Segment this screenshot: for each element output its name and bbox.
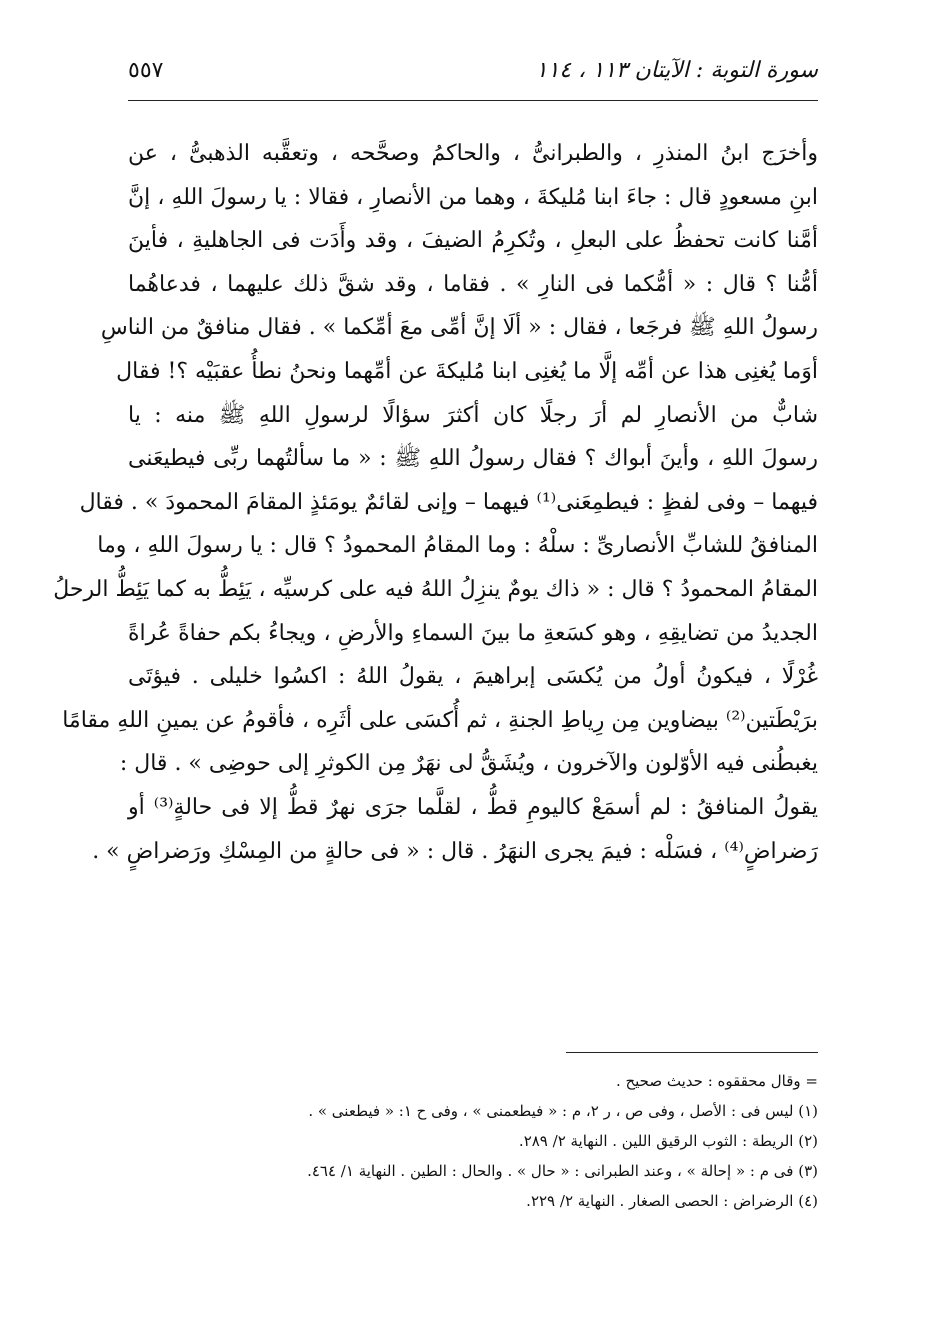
text-line: أمَّنا كانت تحفظُ على البعلِ ، وتُكرِمُ الضيفَ ، وقد وأَدَت فى الجاهليةِ ، فأينَ: [128, 228, 818, 254]
text-line: أمُّنا ؟ قال : « أمُّكما فى النارِ » . فقاما ، وقد شقَّ ذلك عليهما ، فدعاهُما: [128, 271, 818, 297]
footnote-continuation: = وقال محققوه : حديث صحيح .: [615, 1072, 818, 1090]
footnote-3: (٣) فى م : « إحالة » ، وعند الطبرانى : « حال » . والحال : الطين . النهاية ١/ ٤٦٤.: [307, 1162, 818, 1180]
text-line: ابنِ مسعودٍ قال : جاءَ ابنا مُليكةَ ، وهما من الأنصارِ ، فقالا : يا رسولَ اللهِ ، إنَّ: [128, 184, 818, 210]
text-line: يقولُ المنافقُ : لم أسمَعْ كاليومِ قطُّ ، لقلَّما جرَى نهرٌ قطُّ إلا فى حالةٍ⁽³⁾ أو: [128, 794, 818, 820]
text-line: يغبطُنى فيه الأوّلون والآخرون ، ويُشَقُّ لى نهَرٌ مِن الكوثرِ إلى حوضِى » . قال :: [119, 751, 818, 777]
text-line: المنافقُ للشابِّ الأنصارىِّ : سلْهُ : وما المقامُ المحمودُ ؟ قال : يا رسولَ اللهِ ، وما: [97, 533, 818, 559]
text-line: وأخرَج ابنُ المنذرِ ، والطبرانىُّ ، والحاكمُ وصحَّحه ، وتعقَّبه الذهبىُّ ، عن: [128, 141, 818, 166]
footnote-separator: [566, 1052, 818, 1053]
text-line: الجديدُ من تضايقِهِ ، وهو كسَعةِ ما بينَ السماءِ والأرضِ ، ويجاءُ بكم حفاةً عُراةً: [128, 620, 818, 646]
text-line: رسولُ اللهِ ﷺ فرجَعا ، فقال : « ألَا إنَّ أمِّى معَ أمِّكما » . فقال منافقٌ من الناسِ: [100, 315, 818, 341]
text-line: المقامُ المحمودُ ؟ قال : « ذاك يومٌ ينزِلُ اللهُ فيه على كرسيِّه ، يَئِطُّ به كما يَئِطُّ الرحلُ: [53, 576, 818, 602]
text-line: شابٌّ من الأنصارِ لم أرَ رجلًا كان أكثرَ سؤالًا لرسولِ اللهِ ﷺ منه : يا: [128, 402, 818, 428]
text-line: رسولَ اللهِ ، وأينَ أبواك ؟ فقال رسولُ اللهِ ﷺ : « ما سألتُهما ربِّى فيطيعَنى: [128, 446, 818, 472]
text-line: فيهما – وفى لفظٍ : فيطمِعَنى⁽¹⁾ فيهما – وإنى لقائمٌ يومَئذٍ المقامَ المحمودَ » . فقال: [79, 489, 818, 515]
footnotes: [128, 1066, 818, 1216]
page-header: [128, 58, 818, 98]
header-rule: [128, 100, 818, 101]
text-line: رَضراضٍ⁽⁴⁾ ، فسَلْه : فيمَ يجرى النهَرُ . قال : « فى حالةٍ من المِسْكِ ورَضراضٍ » .: [92, 838, 818, 864]
main-text: [53, 132, 818, 873]
footnote-2: (٢) الريطة : الثوب الرقيق اللين . النهاية ٢/ ٢٨٩.: [518, 1132, 818, 1150]
footnote-4: (٤) الرضراض : الحصى الصغار . النهاية ٢/ ٢٢٩.: [526, 1192, 818, 1210]
page-number: ٥٥٧: [128, 58, 164, 83]
running-title: سورة التوبة : الآيتان ١١٣ ، ١١٤: [535, 58, 818, 83]
footnote-1: (١) ليس فى : الأصل ، وفى ص ، ر ٢، م : « فيطعمنى » ، وفى ح ١: « فيطعنى » .: [308, 1102, 818, 1120]
text-line: غُرْلًا ، فيكونُ أولُ من يُكسَى إبراهيمَ ، يقولُ اللهُ : اكسُوا خليلى . فيؤتَى: [128, 664, 818, 690]
text-line: أوَما يُغنِى هذا عن أمِّه إلَّا ما يُغنِى ابنا مُليكةَ عن أمِّهما ونحنُ نطأُ عقبَيْه ؟! فقال: [116, 358, 818, 384]
text-line: برَيْطَتين⁽²⁾ بيضاوين مِن رِياطِ الجنةِ ، ثم أُكسَى على أثَرِه ، فأقومُ عن يمينِ اللهِ مقامًا: [62, 707, 818, 733]
